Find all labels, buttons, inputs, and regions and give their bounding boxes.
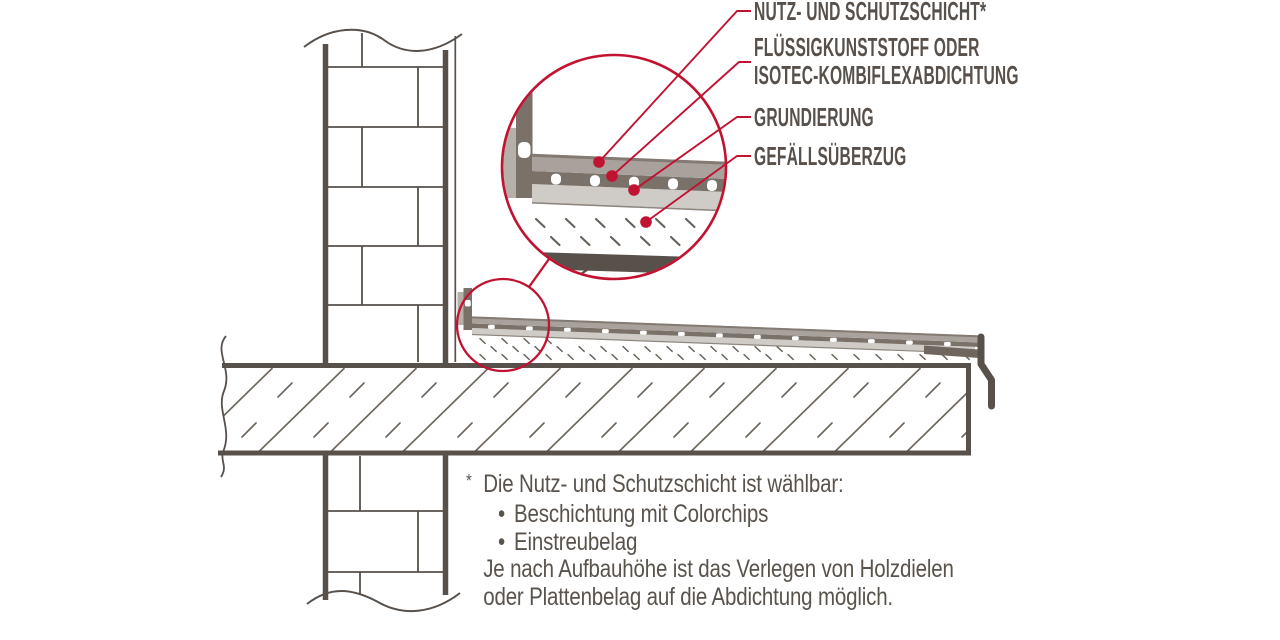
wall-break-line-bottom [307,591,460,611]
footnote-bullet-1 [466,501,954,529]
upstand-notch [465,300,471,307]
footnote-outro-line-1: Je nach Aufbauhöhe ist das Verlegen von Holzdielen [483,555,954,584]
callout-label-line: GRUNDIERUNG [754,102,874,132]
mag-slab-top-bar [500,251,728,275]
bullet-icon: • [497,499,506,528]
callout-label-line: FLÜSSIGKUNSTSTOFF ODER [754,32,980,62]
dot-waterproofing-layer [606,170,618,182]
footnote [466,471,954,612]
balcony-layers [458,288,992,406]
footnote-bullet-2-text: Einstreubelag [514,527,638,556]
masonry-wall [304,30,462,611]
dot-surface-layer [593,156,605,168]
footnote-outro-line-2: oder Plattenbelag auf die Abdichtung möglich. [483,583,893,612]
concrete-hatch [114,369,1084,453]
drip-edge-profile [981,337,992,406]
footnote-bullet-1-text: Beschichtung mit Colorchips [514,499,769,528]
mag-upstand-notch [518,142,531,158]
dot-primer-layer [628,184,640,196]
callout-label-line: NUTZ- UND SCHUTZSCHICHT* [754,0,987,26]
callout-label-line: ISOTEC-KOMBIFLEXABDICHTUNG [754,60,1019,90]
callout-label-line: GEFÄLLSÜBERZUG [754,141,907,171]
footnote-bullet-2 [466,529,954,557]
dot-slope-screed [640,216,652,228]
slab-break-line-left [221,336,226,477]
footnote-intro: Die Nutz- und Schutzschicht ist wählbar: [483,470,844,498]
footnote-intro-line [466,471,954,501]
footnote-asterisk: * [466,471,472,491]
concrete-slab [114,336,1084,477]
brick-joints [328,33,443,594]
magnifier-connector-line [529,259,549,287]
bullet-icon: • [497,527,506,556]
